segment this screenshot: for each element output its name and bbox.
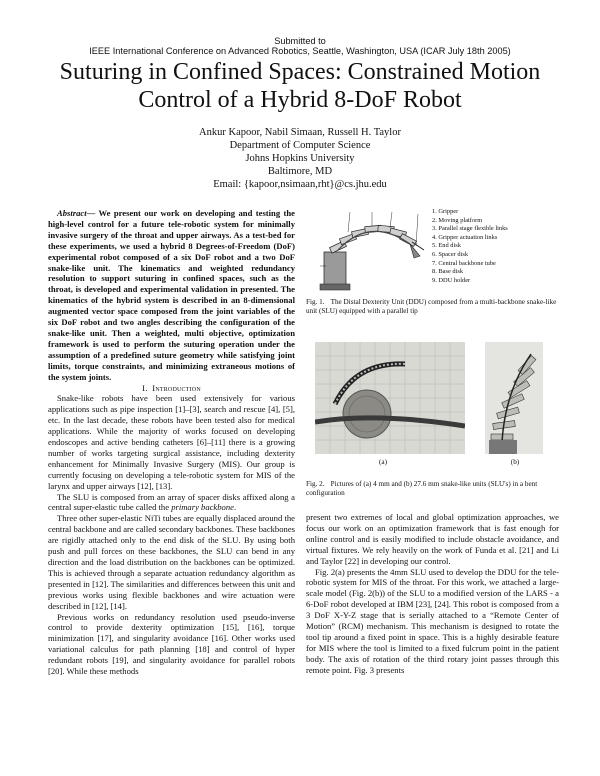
intro-paragraph-1: Snake-like robots have been used extensively for various applications such as pipe inspection [1]–[3], search and rescue [4], [5], etc. In the last decade, these robots have been tested also for medical applications. While the majority of works focused on developing endoscopes and active bending catheters [6]–[11] there is a growing number of works targeting surgical assistance, including dexterity enhancement for Minimally Invasive Surgery (MIS). Our group is currently focusing on developing a tele-robotic system for MIS of the larynx and upper airways [12], [13]. [48, 393, 295, 491]
section-heading-introduction: I. Introduction [142, 382, 201, 393]
abstract-label: Abstract [57, 208, 87, 218]
legend-item: 3. Parallel stage flexible links [432, 225, 508, 233]
primary-backbone-term: primary backbone [171, 502, 234, 513]
abstract [48, 208, 295, 383]
legend-item: 2. Moving platform [432, 216, 483, 224]
legend-item: 1. Gripper [432, 208, 459, 215]
figure-2a-image [315, 342, 465, 454]
abstract-text: — We present our work on developing and testing the high-level control for a future tele-robotic system for minimally invasive surgery of the throat and upper airways. As a test-bed for these experiments, we used a hybrid 8 Degrees-of-Freedom (DoF) experimental robot composed of a six DoF robot and a two DoF snake-like unit. The kinematics and weighted redundancy resolution to support suturing in confined spaces, such as the throat, is developed and experimental validation in presented. The kinematics of the hybrid system is described in an 8-dimensional augmented vector space composed from the joint variables of the six DoF robot and two angles describing the configuration of the snake-like unit. Then a weighted, multi objective, optimization framework is used to perform the suturing operation under the assumption of a predefined suture geometry while satisfying joint limits, torque constraints, and minimizing extraneous motions of the system joints. [48, 208, 295, 382]
author-email: Email: {kapoor,nsimaan,rht}@cs.jhu.edu [213, 179, 387, 190]
ddu-diagram [310, 206, 430, 294]
slu-4mm-photo [315, 342, 465, 454]
legend-item: 9. DDU holder [432, 276, 471, 284]
figure-2a-label: (a) [379, 458, 387, 466]
right-column [306, 512, 559, 676]
right-paragraph-1: present two extremes of local and global optimization approaches, we focus our work on an optimization framework that is fast enough for online control and is easily modified to include obstacle avoidance, and virtual fixtures. We rely heavily on the work of Funda et al. [21] and Li and Taylor [22] in developing our control. [306, 512, 559, 566]
submission-note: Submitted to [274, 36, 326, 46]
right-paragraph-2: Fig. 2(a) presents the 4mm SLU used to develop the DDU for the tele-robotic system for MIS of the throat. For this work, we attached a large-scale model (Fig. 2(b)) of the SLU to a modified version of the LARS - a 6-DoF robot developed at IBM [23], [24]. This robot is composed from a 3 DoF X-Y-Z stage that is serially attached to a “Remote Center of Motion” (RCM) mechanism. This mechanism is designed to rotate the tool tip around a fixed point in space. This is a highly desirable feature for MIS where the tool is limited to a fixed fulcrum point in the patient body. The axis of rotation of the third rotary joint passes through this remote point. Fig. 3 presents [306, 566, 559, 675]
figure-2-caption: Fig. 2. Pictures of (a) 4 mm and (b) 27.6 mm snake-like units (SLU's) in a bent configuration [306, 480, 538, 497]
author-names: Ankur Kapoor, Nabil Simaan, Russell H. Taylor [199, 127, 401, 138]
legend-item: 7. Central backbone tube [432, 259, 496, 267]
figure-1-caption: Fig. 1. The Distal Dexterity Unit (DDU) composed from a multi-backbone snake-like unit (SLU) equipped with a parallel tip [306, 298, 557, 315]
legend-item: 6. Spacer disk [432, 250, 469, 258]
paper-title-line-1: Suturing in Confined Spaces: Constrained Motion [59, 59, 541, 85]
legend-item: 4. Gripper actuation links [432, 233, 498, 241]
intro-paragraph-3: Previous works on redundancy resolution used pseudo-inverse control to provide dexterity optimization [15], [16], torque minimization [17], and singularity avoidance [16]. Other works used variational calculus for path planning [18] and control of hyper redundant robots [19], and singularity avoidance for parallel robots [20]. While these methods [48, 611, 295, 677]
author-department: Department of Computer Science [229, 140, 371, 151]
intro-paragraph-2: Three other super-elastic NiTi tubes are equally displaced around the central backbone and are called secondary backbones. These backbones are rigidly attached only to the end disk of the SLU. By using both push and pull forces on these backbones, the SLU can bend in any direction and the load distribution on the backbones can be optimized. This is achieved through a separate actuation redundancy algorithm as presented in [12]. The similarities and differences between this unit and previous works using flexible backbones and wire actuation were described in [12], [14]. [48, 513, 295, 611]
author-university: Johns Hopkins University [245, 153, 355, 164]
slu-27mm-photo [485, 342, 543, 454]
figure-2b-image [485, 342, 543, 454]
legend-item: 5. End disk [432, 242, 461, 250]
paper-title-line-2: Control of a Hybrid 8-DoF Robot [138, 87, 462, 113]
figure-2b-label: (b) [510, 458, 520, 466]
intro-paragraph-slu: The SLU is composed from an array of spacer disks affixed along a central super-elastic tube called the primary backbone. [48, 491, 295, 513]
left-column [48, 208, 295, 677]
legend-item: 8. Base disk [432, 268, 464, 276]
conference-line: IEEE International Conference on Advanced Robotics, Seattle, Washington, USA (ICAR July 18th 2005) [89, 46, 511, 56]
figure-1-legend [432, 208, 562, 285]
author-city: Baltimore, MD [267, 166, 333, 177]
figure-1-image [310, 206, 430, 294]
